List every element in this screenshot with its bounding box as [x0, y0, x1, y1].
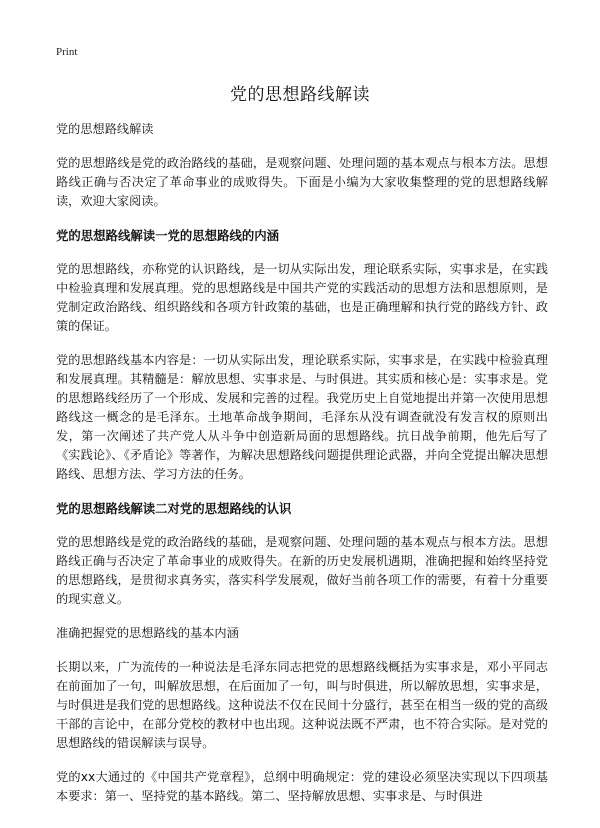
print-link[interactable]: Print — [56, 46, 78, 58]
article-subtitle: 党的思想路线解读 — [56, 122, 154, 136]
section-1-paragraph-1: 党的思想路线，亦称党的认识路线，是一切从实际出发，理论联系实际，实事求是，在实践中检验真理和发展真理。党的思想路线是中国共产党的实践活动的思想方法和思想原则，是党制定政治路线、组织路线和各项方针政策的基础，也是正确理解和执行党的路线方针、政策的保证。 — [56, 262, 548, 333]
section-2-paragraph-3: 党的xx大通过的《中国共产党章程》，总纲中明确规定：党的建设必须坚决实现以下四项基本要求：第一、坚持党的基本路线。第二、坚持解放思想、实事求是、与时俱进 — [56, 770, 548, 803]
section-1-paragraph-2: 党的思想路线基本内容是：一切从实际出发，理论联系实际，实事求是，在实践中检验真理和发展真理。其精髓是：解放思想、实事求是、与时俱进。其实质和核心是：实事求是。党的思想路线经历了一个形成、发展和完善的过程。我党历史上自觉地提出并第一次使用思想路线这一概念的是毛泽东。土地革命战争期间，毛泽东从没有调查就没有发言权的原则出发，第一次阐述了共产党人从斗争中创造新局面的思想路线。抗日战争前期，他先后写了《实践论》、《矛盾论》等著作，为解决思想路线问题提供理论武器，并向全党提出解决思想路线、思想方法、学习方法的任务。 — [56, 353, 548, 481]
page-title: 党的思想路线解读 — [230, 85, 370, 105]
article-body — [56, 120, 548, 821]
section-1-heading: 党的思想路线解读一党的思想路线的内涵 — [56, 228, 280, 243]
section-2-subheading: 准确把握党的思想路线的基本内涵 — [56, 626, 239, 640]
section-2-paragraph-2: 长期以来，广为流传的一种说法是毛泽东同志把党的思想路线概括为实事求是，邓小平同志在前面加了一句，叫解放思想，在后面加了一句，叫与时俱进，所以解放思想，实事求是，与时俱进是我们党的思想路线。这种说法不仅在民间十分盛行，甚至在相当一级的党的高级干部的言论中，在部分党校的教材中也出现。这种说法既不严肃，也不符合实际。是对党的思想路线的错误解读与误导。 — [56, 660, 548, 750]
section-2-heading: 党的思想路线解读二对党的思想路线的认识 — [56, 501, 292, 516]
section-2-paragraph-1: 党的思想路线是党的政治路线的基础，是观察问题、处理问题的基本观点与根本方法。思想路线正确与否决定了革命事业的成败得失。在新的历史发展机遇期，准确把握和始终坚持党的思想路线，是贯彻求真务实，落实科学发展观，做好当前各项工作的需要，有着十分重要的现实意义。 — [56, 535, 548, 606]
intro-paragraph: 党的思想路线是党的政治路线的基础，是观察问题、处理问题的基本观点与根本方法。思想路线正确与否决定了革命事业的成败得失。下面是小编为大家收集整理的党的思想路线解读，欢迎大家阅读。 — [56, 156, 548, 208]
